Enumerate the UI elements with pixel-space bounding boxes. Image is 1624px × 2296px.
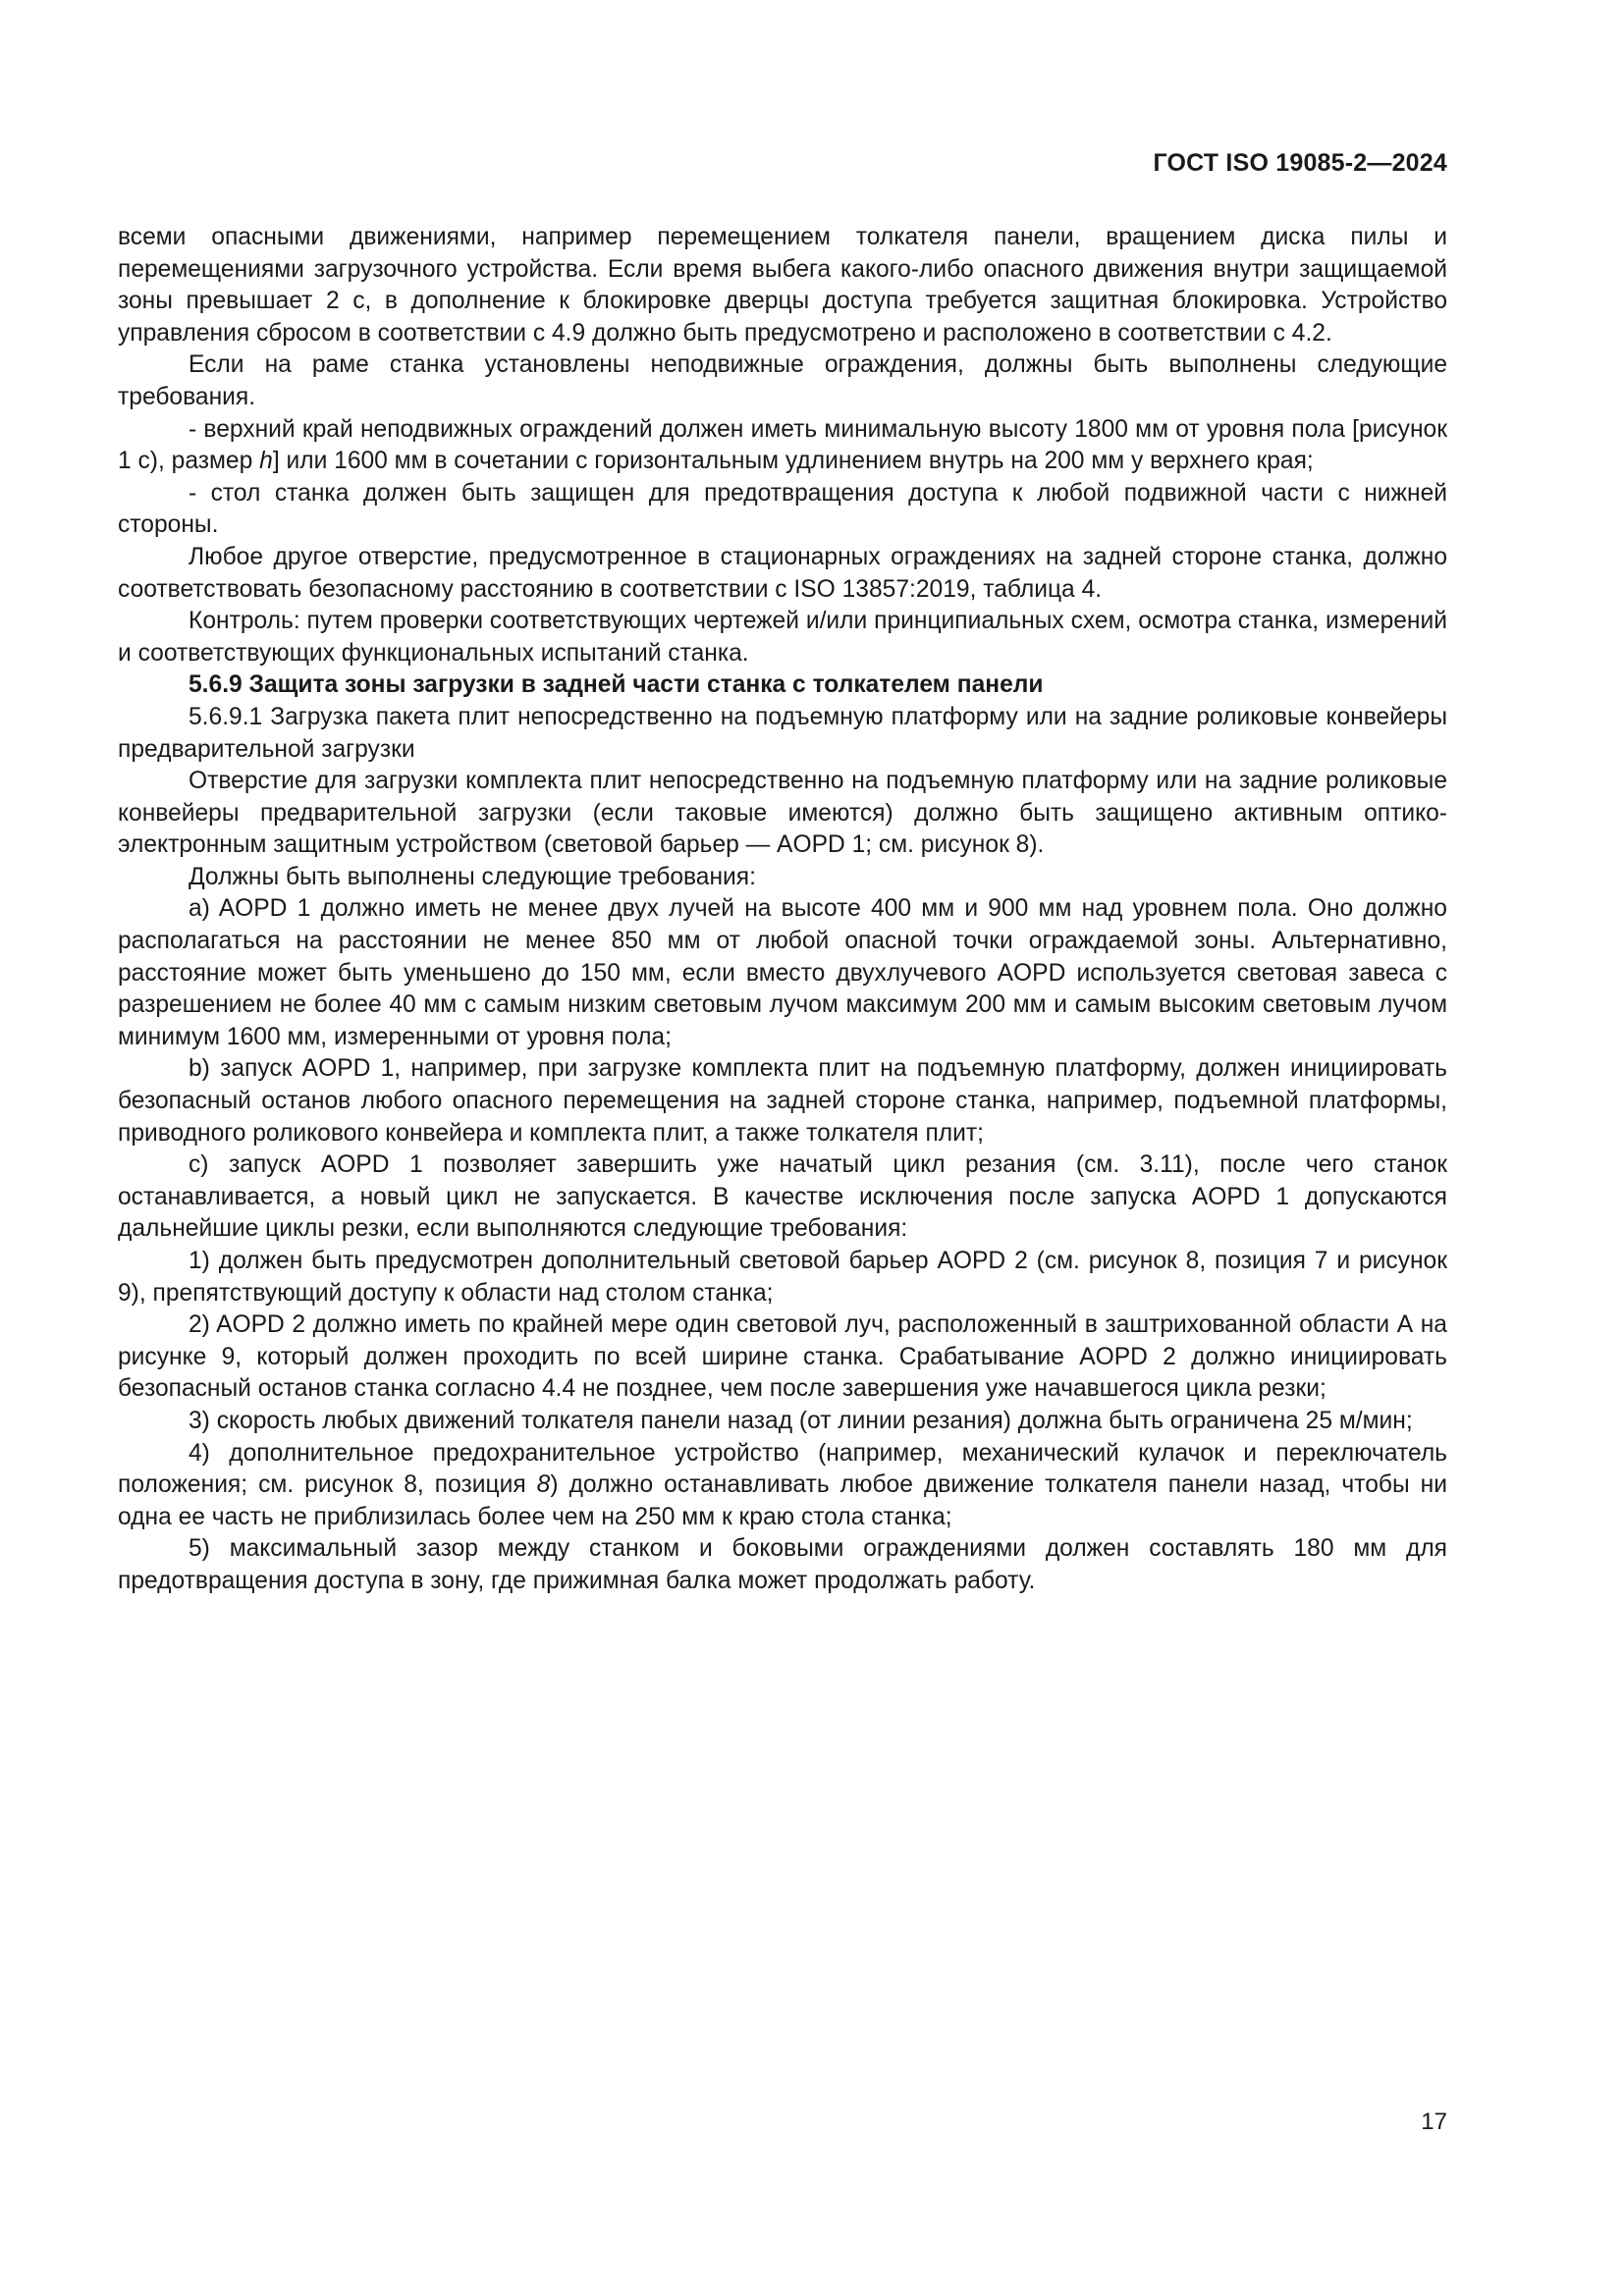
paragraph: Любое другое отверстие, предусмотренное в стационарных ограждениях на задней стороне станка, должно соответствовать безопасному расстоянию в соответствии с ISO 13857:2019, таблица 4. [118, 543, 1447, 603]
list-item: c) запуск AOPD 1 позволяет завершить уже начатый цикл резания (см. 3.11), после чего станок останавливается, а новый цикл не запускается. В качестве исключения после запуска AOPD 1 допускаются дальнейшие циклы резки, если выполняются следующие требования: [118, 1151, 1447, 1243]
paragraph: Контроль: путем проверки соответствующих чертежей и/или принципиальных схем, осмотра станка, измерений и соответствующих функциональных испытаний станка. [118, 608, 1447, 667]
paragraph: всеми опасными движениями, например перемещением толкателя панели, вращением диска пилы и перемещениями загрузочного устройства. Если время выбега какого-либо опасного движения внутри защищаемой зоны превышает 2 с, в дополнение к блокировке дверцы доступа требуется защитная блокировка. Устройство управления сбросом в соответствии с 4.9 должно быть предусмотрено и расположено в соответствии с 4.2. [118, 224, 1447, 347]
paragraph-text: ) должно останавливать любое движение толкателя панели назад, чтобы ни одна ее часть не приблизилась более чем на 250 мм к краю стола станка; [118, 1471, 1447, 1530]
dimension-variable: h [259, 448, 273, 475]
list-item: 1) должен быть предусмотрен дополнительный световой барьер AOPD 2 (см. рисунок 8, позиция 7 и рисунок 9), препятствующий доступу к области над столом станка; [118, 1248, 1447, 1307]
position-variable: 8 [536, 1471, 551, 1499]
list-item: a) AOPD 1 должно иметь не менее двух лучей на высоте 400 мм и 900 мм над уровнем пола. Оно должно располагаться на расстоянии не менее 850 мм от любой опасной точки ограждаемой зоны. Альтернативно, расстояние может быть уменьшено до 150 мм, если вместо двухлучевого AOPD используется световая завеса с разрешением не более 40 мм с самым низким световым лучом максимум 200 мм и самым высоким световым лучом минимум 1600 мм, измеренными от уровня пола; [118, 895, 1447, 1050]
paragraph: Если на раме станка установлены неподвижные ограждения, должны быть выполнены следующие требования. [118, 351, 1447, 410]
list-item [118, 414, 1447, 478]
list-item: - стол станка должен быть защищен для предотвращения доступа к любой подвижной части с нижней стороны. [118, 479, 1447, 539]
page-number: 17 [1421, 2109, 1447, 2135]
list-item: 2) AOPD 2 должно иметь по крайней мере один световой луч, расположенный в заштрихованной области А на рисунке 9, который должен проходить по всей ширине станка. Срабатывание AOPD 2 должно инициировать безопасный останов станка согласно 4.4 не позднее, чем после завершения уже начавшегося цикла резки; [118, 1311, 1447, 1403]
subsection-title: 5.6.9.1 Загрузка пакета плит непосредственно на подъемную платформу или на задние роликовые конвейеры предварительной загрузки [118, 703, 1447, 763]
paragraph: Отверстие для загрузки комплекта плит непосредственно на подъемную платформу или на задние роликовые конвейеры предварительной загрузки (если таковые имеются) должно быть защищено активным оптико-электронным защитным устройством (световой барьер — AOPD 1; см. рисунок 8). [118, 768, 1447, 859]
document-header-code: ГОСТ ISO 19085-2—2024 [1153, 149, 1447, 177]
list-item: b) запуск AOPD 1, например, при загрузке комплекта плит на подъемную платформу, должен инициировать безопасный останов любого опасного перемещения на задней стороне станка, например, подъемной платформы, приводного роликового конвейера и комплекта плит, а также толкателя плит; [118, 1055, 1447, 1147]
document-body [118, 222, 1447, 1598]
paragraph-text: ] или 1600 мм в сочетании с горизонтальным удлинением внутрь на 200 мм у верхнего края; [272, 448, 1314, 475]
section-heading: 5.6.9 Защита зоны загрузки в задней части станка с толкателем панели [189, 671, 1044, 699]
paragraph-text: 4) дополнительное предохранительное устройство (например, механический кулачок и переключатель положения; см. рисунок 8, позиция [118, 1439, 1447, 1499]
paragraph-text: - верхний край неподвижных ограждений должен иметь минимальную высоту 1800 мм от уровня пола [рисунок 1 с), размер [118, 415, 1447, 475]
list-item: 5) максимальный зазор между станком и боковыми ограждениями должен составлять 180 мм для предотвращения доступа в зону, где прижимная балка может продолжать работу. [118, 1535, 1447, 1594]
list-item: 3) скорость любых движений толкателя панели назад (от линии резания) должна быть ограничена 25 м/мин; [189, 1407, 1413, 1434]
list-item [118, 1438, 1447, 1534]
paragraph: Должны быть выполнены следующие требования: [189, 863, 756, 890]
